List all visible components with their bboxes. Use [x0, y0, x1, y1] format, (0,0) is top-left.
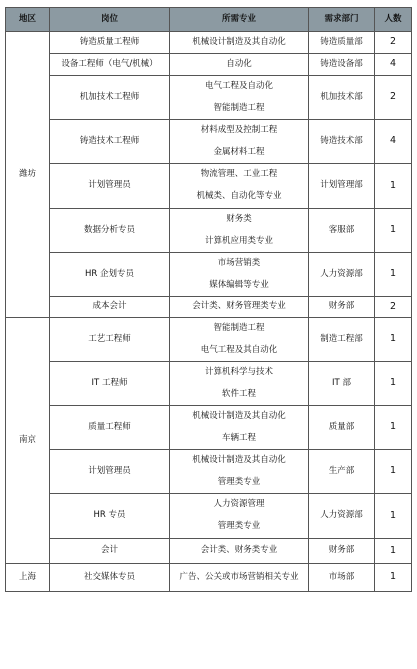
- major-line: 市场营销类: [217, 257, 261, 268]
- count-cell: 1: [375, 362, 412, 406]
- header-dept: 需求部门: [309, 8, 375, 32]
- dept-cell: 客服部: [309, 209, 375, 253]
- major-cell: [170, 297, 309, 318]
- major-cell: [170, 318, 309, 362]
- table-row: [6, 539, 412, 564]
- table-row: [6, 253, 412, 297]
- header-region: 地区: [6, 8, 50, 32]
- count-cell: 1: [375, 564, 412, 592]
- major-line: 媒体编辑等专业: [209, 279, 269, 290]
- region-cell: 上海: [6, 564, 50, 592]
- dept-cell: 计划管理部: [309, 164, 375, 209]
- count-cell: 4: [375, 54, 412, 76]
- position-cell: 工艺工程师: [50, 318, 170, 362]
- count-cell: 4: [375, 120, 412, 164]
- dept-cell: 制造工程部: [309, 318, 375, 362]
- dept-cell: 铸造质量部: [309, 32, 375, 54]
- major-line: 电气工程及其自动化: [200, 344, 278, 355]
- count-cell: 1: [375, 450, 412, 494]
- count-cell: 1: [375, 164, 412, 209]
- table-row: [6, 76, 412, 120]
- major-cell: [170, 32, 309, 54]
- major-line: 材料成型及控制工程: [200, 124, 278, 135]
- dept-cell: 质量部: [309, 406, 375, 450]
- table-row: [6, 406, 412, 450]
- major-cell: [170, 362, 309, 406]
- position-cell: 社交媒体专员: [50, 564, 170, 592]
- major-line: 会计类、财务类专业: [200, 545, 278, 556]
- table-row: [6, 164, 412, 209]
- table-row: [6, 297, 412, 318]
- position-cell: 铸造质量工程师: [50, 32, 170, 54]
- major-cell: [170, 253, 309, 297]
- count-cell: 1: [375, 253, 412, 297]
- position-cell: 计划管理员: [50, 450, 170, 494]
- major-line: 人力资源管理: [213, 499, 265, 510]
- dept-cell: 人力资源部: [309, 494, 375, 539]
- table-row: [6, 120, 412, 164]
- major-line: 财务类: [226, 213, 252, 224]
- table-row: [6, 564, 412, 592]
- position-cell: 数据分析专员: [50, 209, 170, 253]
- position-cell: IT 工程师: [50, 362, 170, 406]
- major-line: 计算机科学与技术: [204, 366, 273, 377]
- major-cell: [170, 564, 309, 592]
- count-cell: 1: [375, 406, 412, 450]
- major-line: 计算机应用类专业: [204, 235, 273, 246]
- major-line: 管理类专业: [217, 476, 261, 487]
- table-row: [6, 450, 412, 494]
- position-cell: 会计: [50, 539, 170, 564]
- major-cell: [170, 539, 309, 564]
- dept-cell: 铸造技术部: [309, 120, 375, 164]
- major-line: 机械设计制造及其自动化: [192, 410, 286, 421]
- position-cell: 计划管理员: [50, 164, 170, 209]
- major-line: 机械设计制造及其自动化: [192, 454, 286, 465]
- table-row: [6, 494, 412, 539]
- table-row: [6, 318, 412, 362]
- major-cell: [170, 164, 309, 209]
- count-cell: 2: [375, 297, 412, 318]
- major-line: 金属材料工程: [213, 146, 265, 157]
- major-cell: [170, 76, 309, 120]
- dept-cell: 人力资源部: [309, 253, 375, 297]
- major-line: 物流管理、工业工程: [200, 169, 278, 180]
- dept-cell: 铸造设备部: [309, 54, 375, 76]
- dept-cell: 生产部: [309, 450, 375, 494]
- major-line: 自动化: [226, 58, 252, 69]
- major-line: 智能制造工程: [213, 102, 265, 113]
- header-position: 岗位: [50, 8, 170, 32]
- count-cell: 1: [375, 494, 412, 539]
- header-row: [6, 8, 412, 32]
- major-line: 会计类、财务管理类专业: [192, 301, 286, 312]
- header-count: 人数: [375, 8, 412, 32]
- major-line: 电气工程及自动化: [204, 80, 273, 91]
- dept-cell: 机加技术部: [309, 76, 375, 120]
- position-cell: 机加技术工程师: [50, 76, 170, 120]
- position-cell: 成本会计: [50, 297, 170, 318]
- major-line: 机械类、自动化等专业: [196, 191, 282, 201]
- major-line: 广告、公关或市场营销相关专业: [179, 571, 299, 582]
- major-line: 管理类专业: [217, 521, 261, 531]
- table-row: [6, 32, 412, 54]
- dept-cell: IT 部: [309, 362, 375, 406]
- position-cell: 质量工程师: [50, 406, 170, 450]
- recruitment-table: [5, 7, 412, 592]
- major-line: 智能制造工程: [213, 322, 265, 333]
- major-cell: [170, 494, 309, 539]
- major-cell: [170, 54, 309, 76]
- count-cell: 2: [375, 32, 412, 54]
- table-row: [6, 54, 412, 76]
- dept-cell: 财务部: [309, 297, 375, 318]
- position-cell: 设备工程师（电气/机械）: [50, 54, 170, 76]
- region-cell: 潍坊: [6, 32, 50, 318]
- major-cell: [170, 209, 309, 253]
- count-cell: 1: [375, 209, 412, 253]
- count-cell: 1: [375, 318, 412, 362]
- major-cell: [170, 406, 309, 450]
- region-cell: 南京: [6, 318, 50, 564]
- table-body: [6, 32, 412, 592]
- count-cell: 1: [375, 539, 412, 564]
- major-line: 车辆工程: [221, 432, 256, 443]
- major-cell: [170, 450, 309, 494]
- table-row: [6, 362, 412, 406]
- major-cell: [170, 120, 309, 164]
- major-line: 软件工程: [221, 388, 256, 399]
- position-cell: 铸造技术工程师: [50, 120, 170, 164]
- position-cell: HR 专员: [50, 494, 170, 539]
- dept-cell: 财务部: [309, 539, 375, 564]
- header-major: 所需专业: [170, 8, 309, 32]
- position-cell: HR 企划专员: [50, 253, 170, 297]
- major-line: 机械设计制造及其自动化: [192, 36, 286, 47]
- dept-cell: 市场部: [309, 564, 375, 592]
- table-row: [6, 209, 412, 253]
- count-cell: 2: [375, 76, 412, 120]
